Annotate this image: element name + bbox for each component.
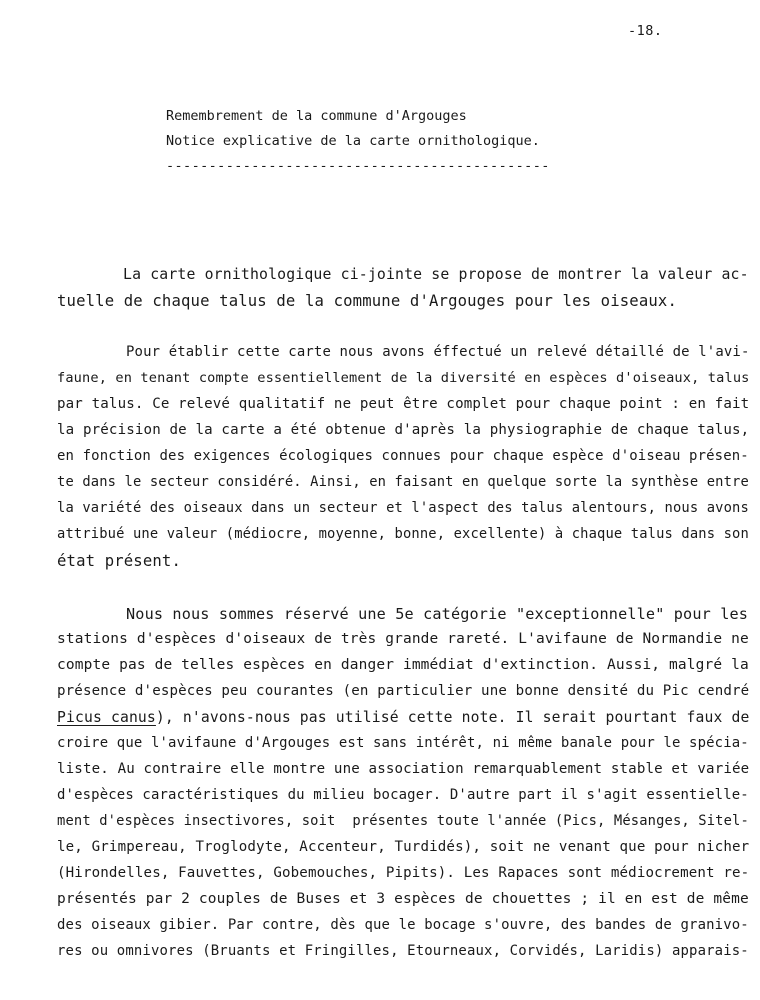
text-line: stations d'espèces d'oiseaux de très grande rareté. L'avifaune de Normandie ne — [57, 631, 749, 647]
text-line: (Hirondelles, Fauvettes, Gobemouches, Pipits). Les Rapaces sont médiocrement re- — [57, 865, 750, 881]
text-line: par talus. Ce relevé qualitatif ne peut être complet pour chaque point : en fait — [57, 396, 750, 412]
document-heading — [166, 104, 550, 179]
text-line: des oiseaux gibier. Par contre, dès que le bocage s'ouvre, des bandes de granivo- — [57, 917, 749, 933]
text-line: attribué une valeur (médiocre, moyenne, bonne, excellente) à chaque talus dans son — [57, 526, 749, 542]
species-latin-name: Picus canus — [57, 709, 156, 726]
text-line: présentés par 2 couples de Buses et 3 espèces de chouettes ; il en est de même — [57, 891, 749, 907]
text-line: la variété des oiseaux dans un secteur et l'aspect des talus alentours, nous avons — [57, 500, 749, 516]
heading-rule: --------------------------------------------- — [166, 158, 550, 174]
text-line: d'espèces caractéristiques du milieu bocager. D'autre part il s'agit essentielle- — [57, 787, 749, 803]
text-line: compte pas de telles espèces en danger immédiat d'extinction. Aussi, malgré la — [57, 657, 749, 673]
species-line-rest: ), n'avons-nous pas utilisé cette note. Il serait pourtant faux de — [155, 709, 750, 726]
text-line: état présent. — [57, 552, 181, 570]
text-line: la précision de la carte a été obtenue d'après la physiographie de chaque talus, — [57, 422, 750, 438]
text-line: ment d'espèces insectivores, soit présentes toute l'année (Pics, Mésanges, Sitel- — [57, 813, 749, 829]
text-line: te dans le secteur considéré. Ainsi, en faisant en quelque sorte la synthèse entre — [57, 474, 749, 490]
text-line: faune, en tenant compte essentiellement de la diversité en espèces d'oiseaux, talus — [57, 370, 750, 386]
page-number: -18. — [628, 23, 663, 39]
text-line: présence d'espèces peu courantes (en particulier une bonne densité du Pic cendré — [57, 683, 750, 699]
text-line: en fonction des exigences écologiques connues pour chaque espèce d'oiseau présen- — [57, 448, 749, 464]
text-line: le, Grimpereau, Troglodyte, Accenteur, Turdidés), soit ne venant que pour nicher — [57, 839, 750, 855]
text-line: Pour établir cette carte nous avons éffectué un relevé détaillé de l'avi- — [126, 344, 750, 360]
text-line: tuelle de chaque talus de la commune d'Argouges pour les oiseaux. — [57, 292, 677, 310]
text-line: liste. Au contraire elle montre une association remarquablement stable et variée — [57, 761, 750, 777]
text-line: Nous nous sommes réservé une 5e catégorie "exceptionnelle" pour les — [126, 605, 749, 623]
text-line: La carte ornithologique ci-jointe se propose de montrer la valeur ac- — [123, 266, 749, 283]
heading-subtitle: Notice explicative de la carte ornithologique. — [166, 133, 540, 149]
text-line: res ou omnivores (Bruants et Fringilles, Etourneaux, Corvidés, Laridis) apparais- — [57, 943, 749, 959]
text-line: croire que l'avifaune d'Argouges est sans intérêt, ni même banale pour le spécia- — [57, 735, 749, 751]
text-line-species — [57, 709, 749, 726]
heading-title: Remembrement de la commune d'Argouges — [166, 108, 467, 124]
